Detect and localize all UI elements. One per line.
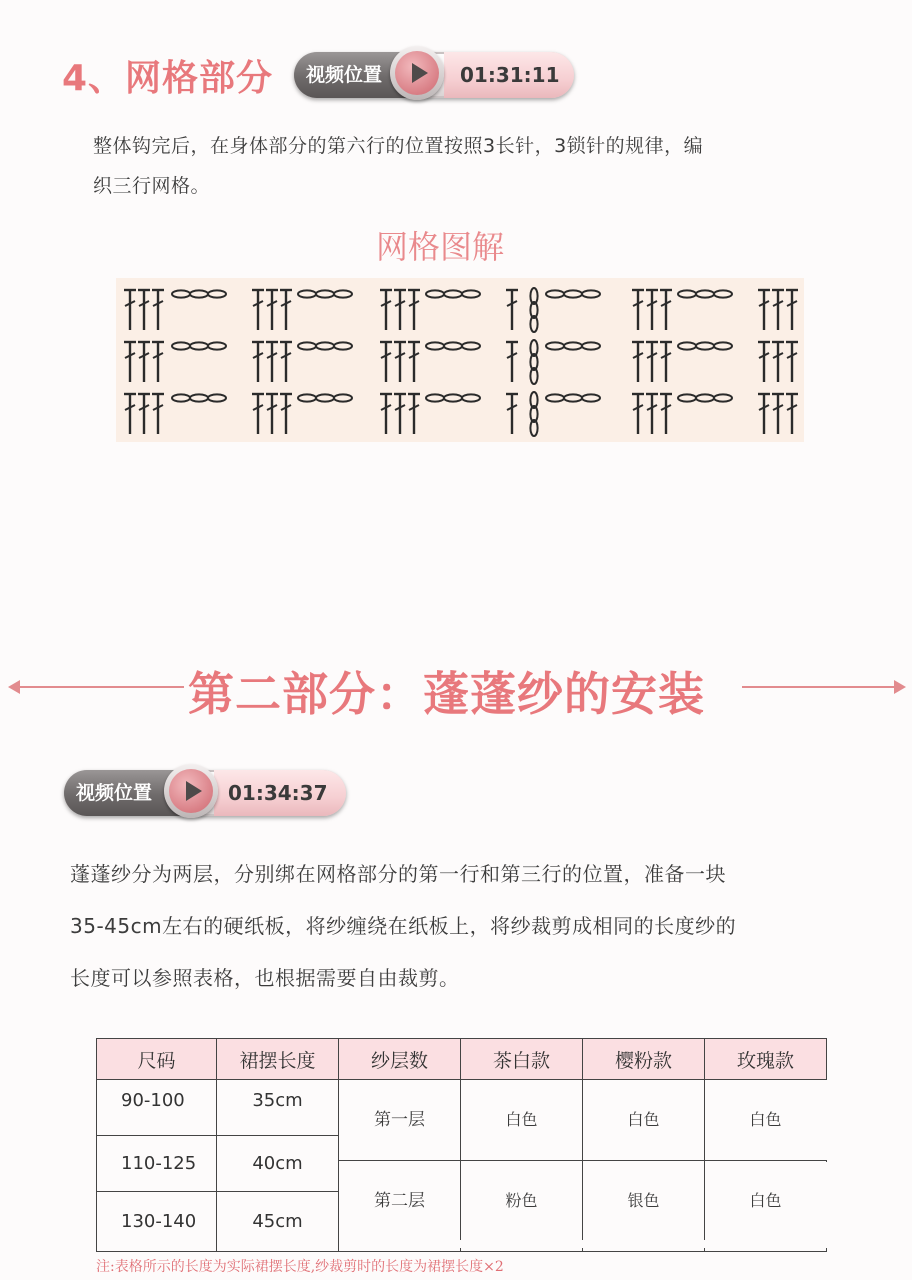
length-cell: 45cm xyxy=(217,1192,339,1252)
table-header-row xyxy=(97,1039,827,1080)
diagram-title: 网格图解 xyxy=(376,228,505,266)
header-rose: 玫瑰款 xyxy=(705,1039,827,1080)
layer-name: 第一层 xyxy=(339,1080,461,1160)
part2-title: 第二部分：蓬蓬纱的安装 xyxy=(188,667,705,721)
paragraph-line: 整体钩完后，在身体部分的第六行的位置按照3长针，3锁针的规律，编 xyxy=(93,135,704,157)
video-position-badge[interactable] xyxy=(294,46,574,104)
size-cell: 130-140 xyxy=(97,1192,217,1252)
rose-color: 白色 xyxy=(749,1191,782,1210)
video-time: 01:34:37 xyxy=(228,781,328,805)
mesh-crochet-diagram xyxy=(116,278,804,442)
sakura-pink-color: 白色 xyxy=(583,1080,705,1160)
layer-name: 第二层 xyxy=(339,1162,461,1240)
sakura-pink-color: 银色 xyxy=(583,1162,705,1240)
paragraph-line: 长度可以参照表格，也根据需要自由裁剪。 xyxy=(70,966,460,990)
video-position-badge[interactable] xyxy=(64,764,346,822)
tea-white-color: 粉色 xyxy=(461,1162,583,1240)
header-layer-count: 纱层数 xyxy=(339,1039,461,1080)
table-note: 注:表格所示的长度为实际裙摆长度,纱裁剪时的长度为裙摆长度×2 xyxy=(96,1259,504,1275)
play-icon xyxy=(169,769,213,813)
layer-row-1 xyxy=(339,1080,827,1161)
video-position-label: 视频位置 xyxy=(294,52,424,98)
play-button[interactable] xyxy=(164,764,218,818)
paragraph-line: 蓬蓬纱分为两层，分别绑在网格部分的第一行和第三行的位置，准备一块 xyxy=(70,862,726,886)
divider-ornament-left-icon xyxy=(8,680,20,694)
video-position-label: 视频位置 xyxy=(64,770,194,816)
play-button[interactable] xyxy=(390,46,444,100)
size-cell: 110-125 xyxy=(97,1136,217,1192)
divider-ornament-right-icon xyxy=(894,680,906,694)
video-time: 01:31:11 xyxy=(460,63,560,87)
rose-color: 白色 xyxy=(749,1110,782,1129)
divider-line-left xyxy=(14,686,184,688)
header-size: 尺码 xyxy=(97,1039,217,1080)
part2-paragraph xyxy=(70,848,870,1004)
header-skirt-length: 裙摆长度 xyxy=(217,1039,339,1080)
section-title: 4、网格部分 xyxy=(62,58,274,99)
length-cell: 40cm xyxy=(217,1136,339,1192)
paragraph-line: 织三行网格。 xyxy=(93,175,211,197)
play-icon xyxy=(395,51,439,95)
divider-line-right xyxy=(742,686,898,688)
size-cell: 90-100 xyxy=(97,1080,217,1136)
length-cell: 35cm xyxy=(217,1080,339,1136)
section4-paragraph xyxy=(93,126,853,206)
paragraph-line: 35-45cm左右的硬纸板，将纱缠绕在纸板上，将纱裁剪成相同的长度纱的 xyxy=(70,914,737,938)
tea-white-color: 白色 xyxy=(461,1080,583,1160)
header-sakura-pink: 樱粉款 xyxy=(583,1039,705,1080)
header-tea-white: 茶白款 xyxy=(461,1039,583,1080)
layer-row-2 xyxy=(339,1162,827,1248)
